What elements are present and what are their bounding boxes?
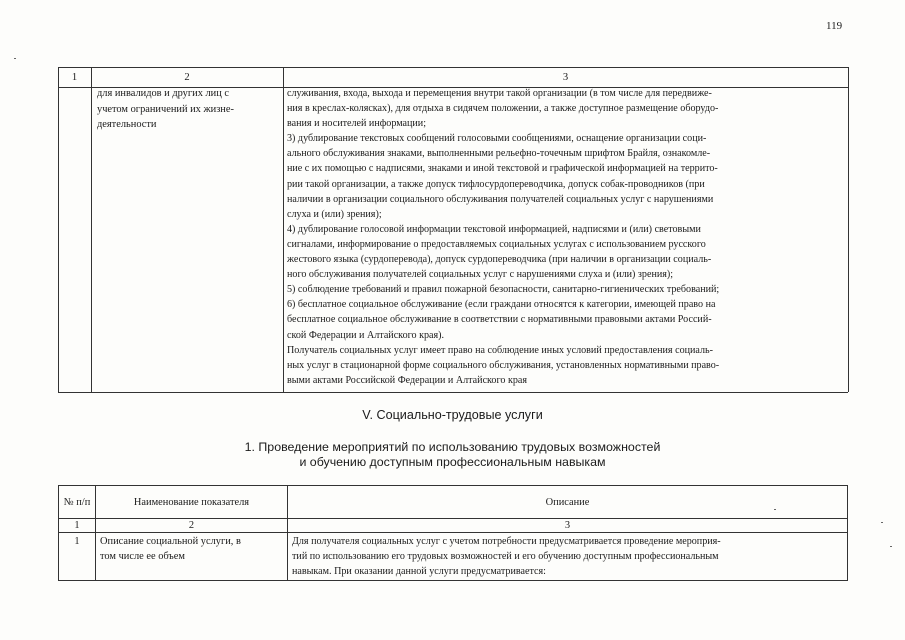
table-row: [59, 533, 848, 581]
services-table: [58, 485, 848, 581]
row-indicator-cell: [96, 533, 288, 581]
text-line: 4) дублирование голосовой информации текстовой информацией, надписями и (или) световыми: [287, 223, 701, 235]
scan-speck: [774, 509, 776, 510]
column-number-1: 1: [71, 72, 78, 83]
text-line: Описание социальной услуги, в: [100, 536, 241, 547]
scan-speck: [14, 58, 16, 59]
text-line: деятельности: [97, 119, 157, 131]
column-number-1: 1: [59, 519, 96, 533]
text-line: ного обслуживания получателей социальных услуг с нарушениями слуха и (или) зрения);: [287, 269, 674, 281]
table-header-row: [59, 486, 848, 519]
column-number-2: 2: [96, 519, 288, 533]
table-top-border: [58, 67, 848, 68]
row-description-cell: [288, 533, 848, 581]
text-line: 6) бесплатное социальное обслуживание (если граждани относятся к категории, имеющей право на: [287, 299, 716, 311]
column-divider-1: [91, 67, 92, 392]
header-indicator-cell: Наименование показателя: [96, 486, 288, 519]
header-number-cell: № п/п: [59, 486, 96, 519]
text-line: ской Федерации и Алтайского края).: [287, 329, 445, 341]
heading-line: 1. Проведение мероприятий по использованию трудовых возможностей: [244, 440, 661, 454]
column-number-3: 3: [562, 72, 569, 83]
text-line: 3) дублирование текстовых сообщений голосовыми сообщениями, оснащение организации соци-: [287, 133, 707, 145]
section-heading: V. Социально-трудовые услуги: [362, 408, 543, 422]
column-number-2: 2: [184, 72, 190, 83]
text-line: ния в креслах-колясках), для отдыха в сидячем положении, а также доступное размещение оборудо-: [287, 103, 719, 115]
text-line: ального обслуживания знаками, выполненными рельефно-точечным шрифтом Брайля, ознакомле-: [287, 148, 711, 160]
column-divider-2: [283, 67, 284, 392]
subsection-heading: [150, 440, 755, 470]
text-line: наличии в организации социального обслуживания получателей социальных услуг с нарушениями: [287, 193, 714, 205]
scan-speck: [890, 546, 892, 547]
text-line: учетом ограничений их жизне-: [97, 103, 234, 115]
text-line: рии такой организации, а также допуск тифлосурдопереводчика, допуск собак-проводников (при: [287, 178, 705, 190]
text-line: жестового языка (сурдоперевода), допуск сурдопереводчика (при наличии в организации социаль-: [287, 254, 712, 266]
text-line: бесплатное социальное обслуживание в соответствии с нормативными правовыми актами Россий-: [287, 314, 712, 326]
table-left-border: [58, 67, 59, 392]
text-line: служивания, входа, выхода и перемещения внутри такой организации (в том числе для передвиже-: [287, 88, 712, 99]
text-line: 5) соблюдение требований и правил пожарной безопасности, санитарно-гигиенических требований;: [287, 284, 720, 296]
column-number-row: [59, 519, 848, 533]
text-line: Получатель социальных услуг имеет право на соблюдение иных условий предоставления социаль-: [287, 344, 713, 356]
text-line: навыкам. При оказании данной услуги предусматривается:: [292, 566, 546, 577]
page-number: 119: [826, 20, 843, 32]
text-line: выми актами Российской Федерации и Алтайского края: [287, 374, 528, 386]
text-line: для инвалидов и других лиц с: [97, 88, 230, 99]
text-line: сигналами, информирование о предоставляемых социальных услугах с использованием русского: [287, 238, 706, 250]
text-line: том числе ее объем: [100, 551, 185, 562]
text-line: слуха и (или) зрения);: [287, 208, 382, 220]
scan-speck: [881, 522, 883, 523]
text-line: ние с их помощью с надписями, знаками и иной текстовой и графической информацией на террито-: [287, 163, 718, 175]
text-line: тий по использованию его трудовых возможностей и его обучению доступным профессиональным: [292, 551, 719, 562]
table-bottom-border: [58, 392, 848, 393]
row-number-cell: 1: [59, 533, 96, 581]
heading-line: и обучению доступным профессиональным навыкам: [299, 455, 606, 469]
cell-description: [287, 86, 845, 388]
column-number-3: 3: [288, 519, 848, 533]
text-line: вания и носителей информации;: [287, 118, 427, 130]
header-description-cell: Описание: [288, 486, 848, 519]
text-line: Для получателя социальных услуг с учетом потребности предусматривается проведение мероприя-: [292, 536, 721, 547]
cell-indicator-name: [97, 86, 281, 133]
table-right-border: [848, 67, 849, 392]
text-line: ных услуг в стационарной форме социального обслуживания, установленных нормативными право-: [287, 359, 720, 371]
